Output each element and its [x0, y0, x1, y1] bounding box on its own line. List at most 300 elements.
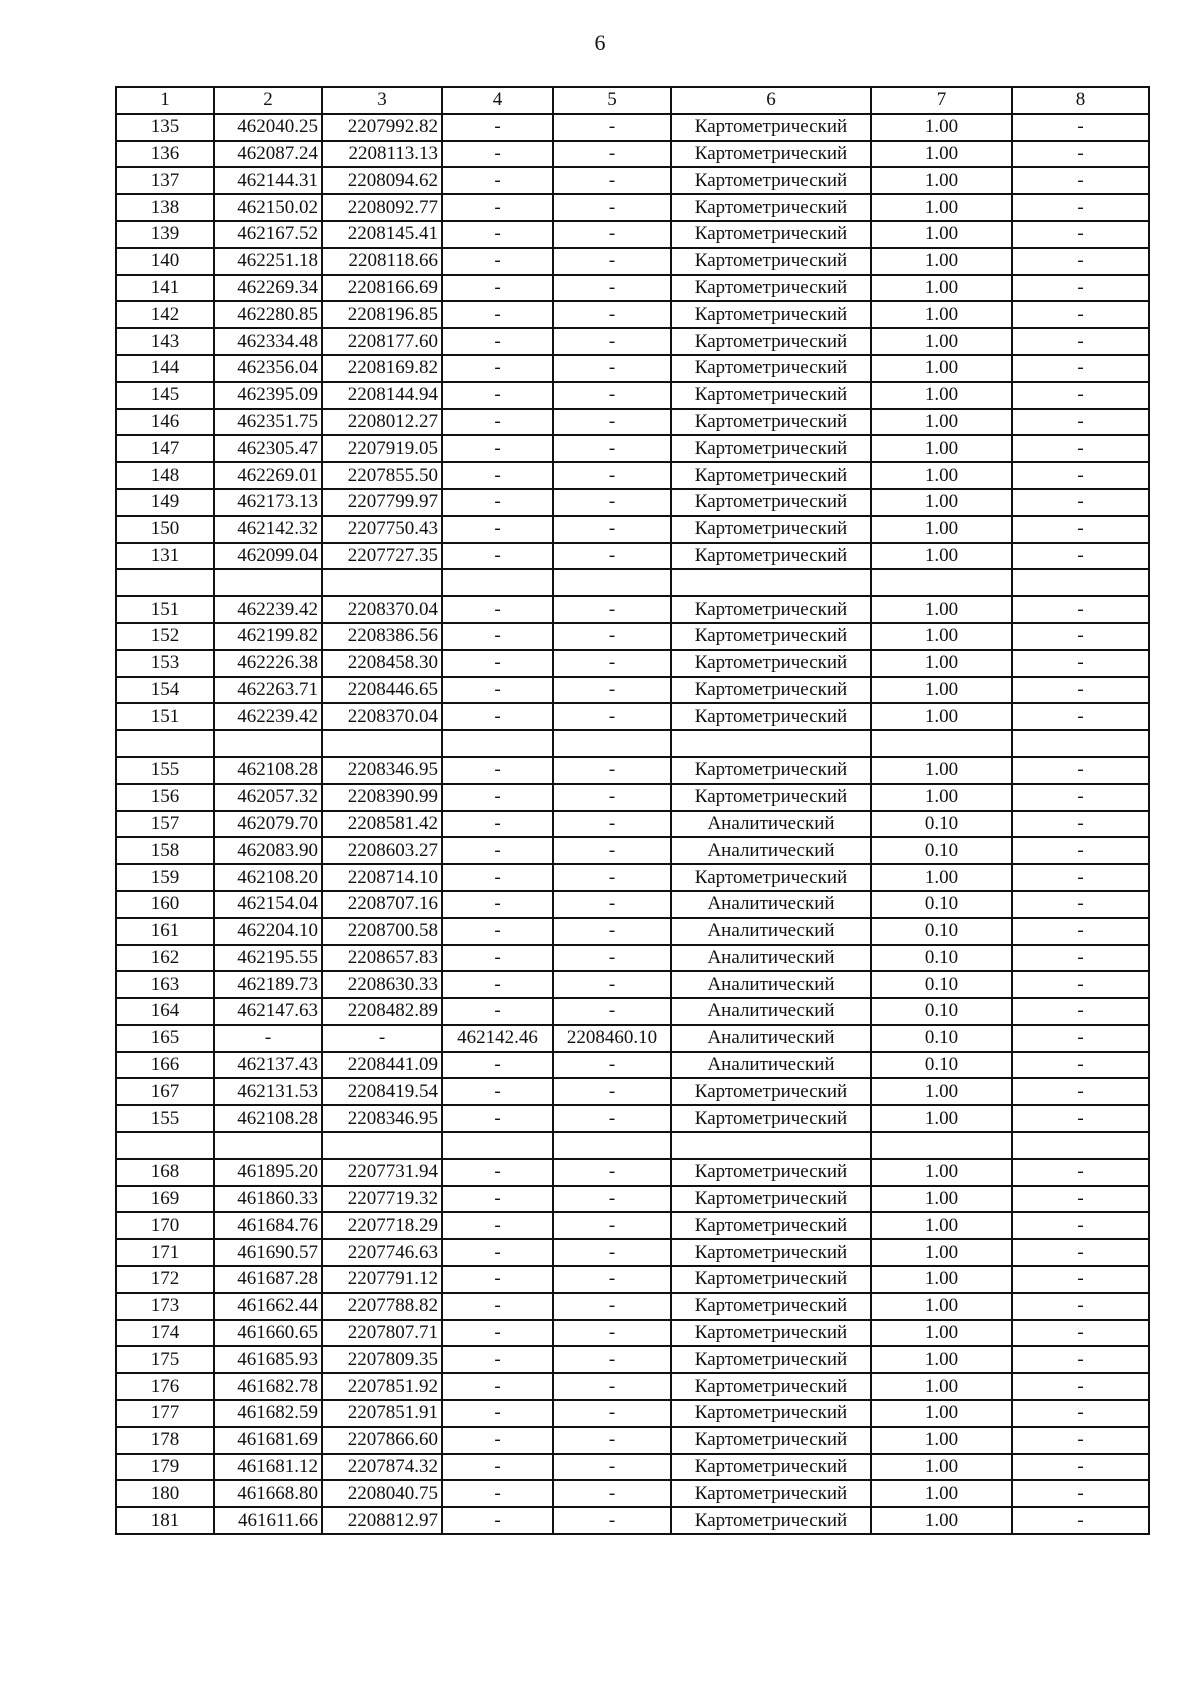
method-cell: Аналитический	[671, 998, 871, 1025]
method-cell	[671, 1132, 871, 1159]
y-coordinate-cell: 2208657.83	[322, 945, 442, 972]
table-row	[116, 1159, 1149, 1186]
point-number-cell: 142	[116, 301, 214, 328]
table-row	[116, 1320, 1149, 1347]
method-cell: Картометрический	[671, 1454, 871, 1481]
x-coordinate-alt-cell: -	[442, 1212, 553, 1239]
method-cell: Аналитический	[671, 1025, 871, 1052]
accuracy-cell	[871, 569, 1012, 596]
y-coordinate-cell: 2208441.09	[322, 1052, 442, 1079]
note-cell: -	[1012, 248, 1149, 275]
x-coordinate-cell: 462079.70	[214, 811, 322, 838]
y-coordinate-alt-cell: -	[553, 275, 671, 302]
table-row	[116, 703, 1149, 730]
x-coordinate-alt-cell: -	[442, 837, 553, 864]
note-cell: -	[1012, 1320, 1149, 1347]
point-number-cell: 171	[116, 1239, 214, 1266]
page-number: 6	[594, 30, 606, 55]
accuracy-cell: 0.10	[871, 971, 1012, 998]
table-row	[116, 1293, 1149, 1320]
method-cell: Аналитический	[671, 891, 871, 918]
note-cell: -	[1012, 275, 1149, 302]
point-number-cell: 181	[116, 1507, 214, 1534]
table-row	[116, 141, 1149, 168]
y-coordinate-cell: 2208581.42	[322, 811, 442, 838]
x-coordinate-cell: 462280.85	[214, 301, 322, 328]
point-number-cell: 180	[116, 1480, 214, 1507]
separator-row	[116, 569, 1149, 596]
table-row	[116, 355, 1149, 382]
x-coordinate-alt-cell: -	[442, 784, 553, 811]
y-coordinate-cell: 2207992.82	[322, 114, 442, 141]
method-cell: Картометрический	[671, 409, 871, 436]
note-cell: -	[1012, 1373, 1149, 1400]
note-cell: -	[1012, 1186, 1149, 1213]
method-cell: Картометрический	[671, 248, 871, 275]
method-cell: Картометрический	[671, 1480, 871, 1507]
x-coordinate-cell: 462356.04	[214, 355, 322, 382]
x-coordinate-alt-cell	[442, 569, 553, 596]
x-coordinate-cell: 461682.78	[214, 1373, 322, 1400]
y-coordinate-alt-cell: -	[553, 1266, 671, 1293]
y-coordinate-cell: 2207851.92	[322, 1373, 442, 1400]
table-row	[116, 1507, 1149, 1534]
accuracy-cell: 1.00	[871, 167, 1012, 194]
point-number-cell: 176	[116, 1373, 214, 1400]
x-coordinate-cell: 462154.04	[214, 891, 322, 918]
point-number-cell: 144	[116, 355, 214, 382]
y-coordinate-cell: 2208094.62	[322, 167, 442, 194]
y-coordinate-alt-cell: -	[553, 891, 671, 918]
note-cell: -	[1012, 757, 1149, 784]
table-row	[116, 945, 1149, 972]
x-coordinate-alt-cell: -	[442, 1266, 553, 1293]
note-cell: -	[1012, 650, 1149, 677]
accuracy-cell: 1.00	[871, 596, 1012, 623]
note-cell: -	[1012, 1454, 1149, 1481]
point-number-cell: 141	[116, 275, 214, 302]
x-coordinate-cell: 461681.69	[214, 1427, 322, 1454]
y-coordinate-alt-cell: -	[553, 650, 671, 677]
note-cell	[1012, 1132, 1149, 1159]
accuracy-cell: 1.00	[871, 328, 1012, 355]
x-coordinate-cell: 461668.80	[214, 1480, 322, 1507]
accuracy-cell: 0.10	[871, 1025, 1012, 1052]
point-number-cell: 163	[116, 971, 214, 998]
accuracy-cell: 1.00	[871, 141, 1012, 168]
method-cell: Картометрический	[671, 194, 871, 221]
column-header-1: 1	[116, 87, 214, 114]
x-coordinate-alt-cell: -	[442, 1293, 553, 1320]
y-coordinate-cell: 2208346.95	[322, 1105, 442, 1132]
x-coordinate-alt-cell: -	[442, 1346, 553, 1373]
accuracy-cell: 1.00	[871, 1427, 1012, 1454]
x-coordinate-cell: -	[214, 1025, 322, 1052]
y-coordinate-cell: 2208370.04	[322, 703, 442, 730]
y-coordinate-alt-cell: 2208460.10	[553, 1025, 671, 1052]
table-header-row	[116, 87, 1149, 114]
column-header-5: 5	[553, 87, 671, 114]
point-number-cell: 153	[116, 650, 214, 677]
table-row	[116, 971, 1149, 998]
y-coordinate-alt-cell: -	[553, 1373, 671, 1400]
method-cell: Картометрический	[671, 784, 871, 811]
x-coordinate-cell: 462251.18	[214, 248, 322, 275]
point-number-cell: 161	[116, 918, 214, 945]
note-cell: -	[1012, 543, 1149, 570]
x-coordinate-alt-cell: -	[442, 489, 553, 516]
x-coordinate-alt-cell: -	[442, 328, 553, 355]
y-coordinate-alt-cell: -	[553, 864, 671, 891]
point-number-cell: 175	[116, 1346, 214, 1373]
method-cell: Аналитический	[671, 918, 871, 945]
note-cell: -	[1012, 516, 1149, 543]
accuracy-cell: 1.00	[871, 194, 1012, 221]
y-coordinate-alt-cell: -	[553, 328, 671, 355]
note-cell: -	[1012, 382, 1149, 409]
y-coordinate-cell: 2208714.10	[322, 864, 442, 891]
note-cell: -	[1012, 489, 1149, 516]
table-row	[116, 811, 1149, 838]
table-row	[116, 1427, 1149, 1454]
table-row	[116, 248, 1149, 275]
accuracy-cell: 1.00	[871, 1078, 1012, 1105]
accuracy-cell: 1.00	[871, 248, 1012, 275]
method-cell	[671, 569, 871, 596]
x-coordinate-cell	[214, 1132, 322, 1159]
x-coordinate-alt-cell: -	[442, 167, 553, 194]
x-coordinate-cell: 462144.31	[214, 167, 322, 194]
note-cell: -	[1012, 1293, 1149, 1320]
accuracy-cell: 1.00	[871, 1346, 1012, 1373]
x-coordinate-alt-cell: -	[442, 650, 553, 677]
accuracy-cell: 1.00	[871, 516, 1012, 543]
x-coordinate-alt-cell: -	[442, 114, 553, 141]
y-coordinate-cell	[322, 1132, 442, 1159]
point-number-cell	[116, 569, 214, 596]
note-cell: -	[1012, 1105, 1149, 1132]
accuracy-cell: 1.00	[871, 1320, 1012, 1347]
x-coordinate-alt-cell: -	[442, 435, 553, 462]
x-coordinate-cell: 462395.09	[214, 382, 322, 409]
method-cell: Картометрический	[671, 864, 871, 891]
table-row	[116, 435, 1149, 462]
method-cell: Картометрический	[671, 1400, 871, 1427]
point-number-cell: 135	[116, 114, 214, 141]
point-number-cell: 152	[116, 623, 214, 650]
table-row	[116, 275, 1149, 302]
x-coordinate-alt-cell: -	[442, 1052, 553, 1079]
point-number-cell	[116, 1132, 214, 1159]
x-coordinate-cell: 462334.48	[214, 328, 322, 355]
y-coordinate-cell: 2208145.41	[322, 221, 442, 248]
x-coordinate-alt-cell: -	[442, 757, 553, 784]
accuracy-cell: 1.00	[871, 221, 1012, 248]
y-coordinate-alt-cell: -	[553, 301, 671, 328]
method-cell: Картометрический	[671, 1507, 871, 1534]
x-coordinate-alt-cell: -	[442, 1427, 553, 1454]
method-cell: Картометрический	[671, 1346, 871, 1373]
note-cell: -	[1012, 1159, 1149, 1186]
method-cell: Картометрический	[671, 1266, 871, 1293]
table-row	[116, 1186, 1149, 1213]
accuracy-cell: 1.00	[871, 114, 1012, 141]
point-number-cell: 158	[116, 837, 214, 864]
table-row	[116, 516, 1149, 543]
note-cell	[1012, 569, 1149, 596]
accuracy-cell: 1.00	[871, 382, 1012, 409]
accuracy-cell: 0.10	[871, 837, 1012, 864]
y-coordinate-cell: 2207750.43	[322, 516, 442, 543]
y-coordinate-cell: 2208446.65	[322, 677, 442, 704]
y-coordinate-alt-cell: -	[553, 1480, 671, 1507]
note-cell: -	[1012, 167, 1149, 194]
y-coordinate-alt-cell: -	[553, 971, 671, 998]
y-coordinate-alt-cell	[553, 730, 671, 757]
point-number-cell: 169	[116, 1186, 214, 1213]
note-cell: -	[1012, 1239, 1149, 1266]
x-coordinate-cell: 461662.44	[214, 1293, 322, 1320]
accuracy-cell: 1.00	[871, 1105, 1012, 1132]
x-coordinate-alt-cell: -	[442, 301, 553, 328]
y-coordinate-alt-cell: -	[553, 811, 671, 838]
x-coordinate-cell: 461681.12	[214, 1454, 322, 1481]
y-coordinate-alt-cell: -	[553, 1212, 671, 1239]
y-coordinate-alt-cell: -	[553, 409, 671, 436]
x-coordinate-cell: 462108.20	[214, 864, 322, 891]
y-coordinate-alt-cell: -	[553, 543, 671, 570]
column-header-7: 7	[871, 87, 1012, 114]
y-coordinate-alt-cell: -	[553, 462, 671, 489]
x-coordinate-cell: 462226.38	[214, 650, 322, 677]
x-coordinate-alt-cell: -	[442, 623, 553, 650]
y-coordinate-cell: 2208386.56	[322, 623, 442, 650]
y-coordinate-cell: 2208370.04	[322, 596, 442, 623]
method-cell: Картометрический	[671, 1239, 871, 1266]
x-coordinate-alt-cell: -	[442, 1105, 553, 1132]
note-cell: -	[1012, 1052, 1149, 1079]
x-coordinate-cell: 462108.28	[214, 757, 322, 784]
x-coordinate-alt-cell: -	[442, 275, 553, 302]
point-number-cell: 156	[116, 784, 214, 811]
y-coordinate-cell: 2207731.94	[322, 1159, 442, 1186]
accuracy-cell: 1.00	[871, 543, 1012, 570]
point-number-cell: 139	[116, 221, 214, 248]
x-coordinate-alt-cell: -	[442, 596, 553, 623]
method-cell: Картометрический	[671, 1105, 871, 1132]
x-coordinate-cell: 461687.28	[214, 1266, 322, 1293]
column-header-3: 3	[322, 87, 442, 114]
table-row	[116, 1454, 1149, 1481]
accuracy-cell: 1.00	[871, 864, 1012, 891]
method-cell: Картометрический	[671, 596, 871, 623]
x-coordinate-cell: 462204.10	[214, 918, 322, 945]
y-coordinate-cell: 2208707.16	[322, 891, 442, 918]
method-cell: Картометрический	[671, 141, 871, 168]
accuracy-cell	[871, 730, 1012, 757]
point-number-cell: 140	[116, 248, 214, 275]
point-number-cell: 143	[116, 328, 214, 355]
method-cell: Аналитический	[671, 1052, 871, 1079]
x-coordinate-cell: 461895.20	[214, 1159, 322, 1186]
y-coordinate-alt-cell: -	[553, 489, 671, 516]
y-coordinate-cell: 2207746.63	[322, 1239, 442, 1266]
x-coordinate-alt-cell: -	[442, 703, 553, 730]
point-number-cell: 159	[116, 864, 214, 891]
table-row	[116, 221, 1149, 248]
y-coordinate-alt-cell: -	[553, 1346, 671, 1373]
note-cell: -	[1012, 435, 1149, 462]
table-row	[116, 891, 1149, 918]
x-coordinate-alt-cell: -	[442, 221, 553, 248]
x-coordinate-cell: 461690.57	[214, 1239, 322, 1266]
note-cell: -	[1012, 1400, 1149, 1427]
table-row	[116, 1400, 1149, 1427]
accuracy-cell: 1.00	[871, 703, 1012, 730]
x-coordinate-alt-cell: -	[442, 462, 553, 489]
table-row	[116, 1105, 1149, 1132]
y-coordinate-alt-cell: -	[553, 435, 671, 462]
table-row	[116, 1078, 1149, 1105]
point-number-cell: 138	[116, 194, 214, 221]
x-coordinate-cell: 462150.02	[214, 194, 322, 221]
x-coordinate-cell: 462099.04	[214, 543, 322, 570]
y-coordinate-alt-cell: -	[553, 167, 671, 194]
x-coordinate-alt-cell: -	[442, 1078, 553, 1105]
accuracy-cell: 0.10	[871, 998, 1012, 1025]
x-coordinate-cell: 462131.53	[214, 1078, 322, 1105]
table-row	[116, 409, 1149, 436]
x-coordinate-alt-cell: 462142.46	[442, 1025, 553, 1052]
accuracy-cell: 1.00	[871, 275, 1012, 302]
x-coordinate-cell: 462173.13	[214, 489, 322, 516]
accuracy-cell: 1.00	[871, 1266, 1012, 1293]
accuracy-cell: 1.00	[871, 1212, 1012, 1239]
table-row	[116, 462, 1149, 489]
table-row	[116, 1346, 1149, 1373]
y-coordinate-cell: 2207799.97	[322, 489, 442, 516]
x-coordinate-alt-cell: -	[442, 141, 553, 168]
point-number-cell: 145	[116, 382, 214, 409]
y-coordinate-alt-cell: -	[553, 114, 671, 141]
note-cell: -	[1012, 1212, 1149, 1239]
table-row	[116, 114, 1149, 141]
table-row	[116, 328, 1149, 355]
column-header-2: 2	[214, 87, 322, 114]
y-coordinate-alt-cell: -	[553, 1320, 671, 1347]
x-coordinate-alt-cell: -	[442, 516, 553, 543]
point-number-cell: 170	[116, 1212, 214, 1239]
x-coordinate-cell: 462305.47	[214, 435, 322, 462]
table-row	[116, 301, 1149, 328]
x-coordinate-alt-cell: -	[442, 248, 553, 275]
accuracy-cell: 0.10	[871, 1052, 1012, 1079]
y-coordinate-cell: 2208700.58	[322, 918, 442, 945]
table-row	[116, 623, 1149, 650]
y-coordinate-cell: 2208603.27	[322, 837, 442, 864]
y-coordinate-cell: 2207791.12	[322, 1266, 442, 1293]
accuracy-cell: 1.00	[871, 677, 1012, 704]
note-cell: -	[1012, 1078, 1149, 1105]
table-body	[116, 114, 1149, 1534]
x-coordinate-alt-cell	[442, 1132, 553, 1159]
x-coordinate-cell	[214, 730, 322, 757]
method-cell: Картометрический	[671, 623, 871, 650]
note-cell: -	[1012, 114, 1149, 141]
table-row	[116, 1266, 1149, 1293]
accuracy-cell: 0.10	[871, 891, 1012, 918]
y-coordinate-cell: 2208482.89	[322, 998, 442, 1025]
method-cell: Картометрический	[671, 301, 871, 328]
note-cell: -	[1012, 596, 1149, 623]
table-row	[116, 1052, 1149, 1079]
method-cell: Картометрический	[671, 650, 871, 677]
x-coordinate-alt-cell: -	[442, 1507, 553, 1534]
table-row	[116, 864, 1149, 891]
y-coordinate-alt-cell: -	[553, 1052, 671, 1079]
x-coordinate-alt-cell: -	[442, 1454, 553, 1481]
accuracy-cell: 0.10	[871, 918, 1012, 945]
method-cell	[671, 730, 871, 757]
x-coordinate-alt-cell: -	[442, 945, 553, 972]
method-cell: Картометрический	[671, 1078, 871, 1105]
y-coordinate-cell: 2208419.54	[322, 1078, 442, 1105]
y-coordinate-cell: 2207866.60	[322, 1427, 442, 1454]
table-row	[116, 1373, 1149, 1400]
y-coordinate-alt-cell: -	[553, 141, 671, 168]
y-coordinate-alt-cell: -	[553, 1159, 671, 1186]
note-cell: -	[1012, 945, 1149, 972]
accuracy-cell: 1.00	[871, 757, 1012, 784]
note-cell: -	[1012, 1346, 1149, 1373]
x-coordinate-cell	[214, 569, 322, 596]
separator-row	[116, 1132, 1149, 1159]
x-coordinate-alt-cell: -	[442, 891, 553, 918]
y-coordinate-alt-cell: -	[553, 1239, 671, 1266]
x-coordinate-cell: 462147.63	[214, 998, 322, 1025]
y-coordinate-alt-cell: -	[553, 837, 671, 864]
point-number-cell: 147	[116, 435, 214, 462]
method-cell: Картометрический	[671, 1293, 871, 1320]
table-row	[116, 784, 1149, 811]
x-coordinate-cell: 462108.28	[214, 1105, 322, 1132]
y-coordinate-cell: 2208812.97	[322, 1507, 442, 1534]
method-cell: Аналитический	[671, 945, 871, 972]
y-coordinate-alt-cell: -	[553, 757, 671, 784]
note-cell: -	[1012, 918, 1149, 945]
x-coordinate-alt-cell: -	[442, 918, 553, 945]
point-number-cell: 173	[116, 1293, 214, 1320]
method-cell: Картометрический	[671, 1320, 871, 1347]
y-coordinate-cell: 2208144.94	[322, 382, 442, 409]
accuracy-cell: 1.00	[871, 409, 1012, 436]
separator-row	[116, 730, 1149, 757]
point-number-cell: 131	[116, 543, 214, 570]
table-row	[116, 1239, 1149, 1266]
y-coordinate-cell: 2208177.60	[322, 328, 442, 355]
table-row	[116, 489, 1149, 516]
method-cell: Картометрический	[671, 275, 871, 302]
point-number-cell: 151	[116, 703, 214, 730]
x-coordinate-alt-cell: -	[442, 1239, 553, 1266]
y-coordinate-alt-cell: -	[553, 918, 671, 945]
y-coordinate-alt-cell: -	[553, 221, 671, 248]
method-cell: Картометрический	[671, 221, 871, 248]
x-coordinate-alt-cell: -	[442, 1186, 553, 1213]
note-cell: -	[1012, 141, 1149, 168]
note-cell: -	[1012, 703, 1149, 730]
point-number-cell: 146	[116, 409, 214, 436]
